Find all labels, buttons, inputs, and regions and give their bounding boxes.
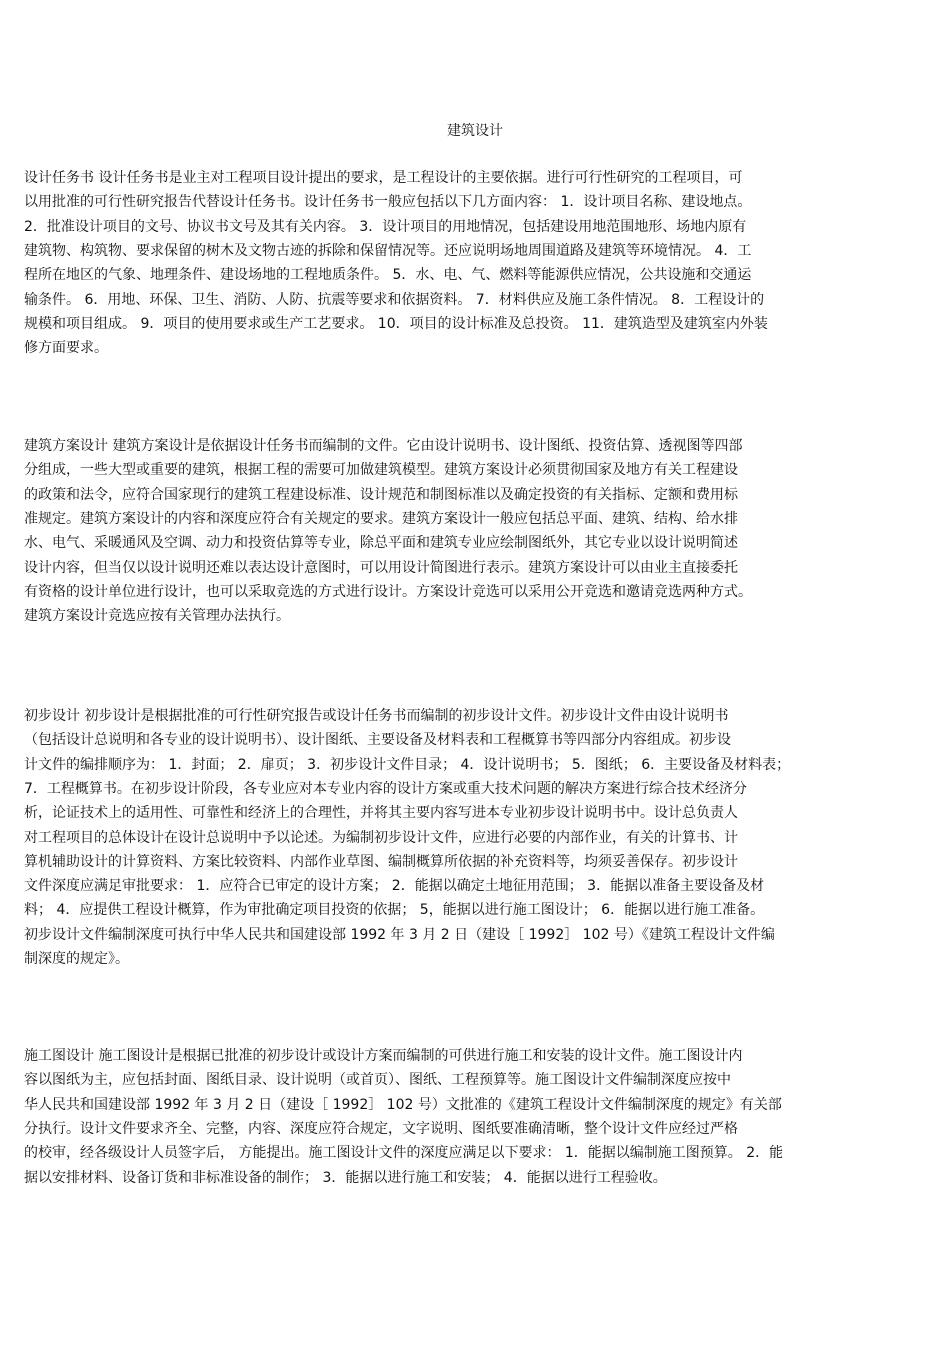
paragraph-line: 初步设计文件编制深度可执行中华人民共和国建设部 1992 年 3 月 2 日（建设［ 1992］ 102 号）《建筑工程设计文件编 [24, 926, 775, 943]
paragraph-line: 料； 4．应提供工程设计概算，作为审批确定项目投资的依据； 5，能据以进行施工图设计； 6．能据以进行施工准备。 [24, 902, 765, 919]
paragraph-line: 据以安排材料、设备订货和非标准设备的制作； 3．能据以进行施工和安装； 4．能据以进行工程验收。 [24, 1169, 667, 1186]
paragraph-line: 以用批准的可行性研究报告代替设计任务书。设计任务书一般应包括以下几方面内容： 1．设计项目名称、建设地点。 [24, 194, 752, 211]
paragraph-line: 准规定。建筑方案设计的内容和深度应符合有关规定的要求。建筑方案设计一般应包括总平面、建筑、结构、给水排 [24, 510, 738, 527]
paragraph-line: 析，论证技术上的适用性、可靠性和经济上的合理性，并将其主要内容写进本专业初步设计说明书中。设计总负责人 [24, 805, 738, 822]
paragraph-line: 建筑方案设计 建筑方案设计是依据设计任务书而编制的文件。它由设计说明书、设计图纸、投资估算、透视图等四部 [24, 438, 743, 454]
paragraph-line: 计文件的编排顺序为： 1．封面； 2．扉页； 3．初步设计文件目录； 4．设计说明书； 5．图纸； 6．主要设备及材料表； [24, 756, 791, 773]
paragraph-line: （包括设计总说明和各专业的设计说明书）、设计图纸、主要设备及材料表和工程概算书等四部分内容组成。初步设 [24, 732, 731, 749]
paragraph-line: 制深度的规定》。 [24, 951, 129, 967]
paragraph-line: 文件深度应满足审批要求： 1．应符合已审定的设计方案； 2．能据以确定土地征用范围； 3．能据以准备主要设备及材 [24, 878, 765, 895]
paragraph-line: 容以图纸为主，应包括封面、图纸目录、设计说明（或首页）、图纸、工程预算等。施工图设计文件编制深度应按中 [24, 1072, 731, 1089]
paragraph-line: 规模和项目组成。 9．项目的使用要求或生产工艺要求。 10．项目的设计标准及总投资。 11．建筑造型及建筑室内外装 [24, 315, 768, 332]
paragraph-line: 2．批准设计项目的文号、协议书文号及其有关内容。 3．设计项目的用地情况，包括建设用地范围地形、场地内原有 [24, 218, 747, 235]
paragraph-line: 建筑物、构筑物、要求保留的树木及文物古迹的拆除和保留情况等。还应说明场地周围道路及建筑等环境情况。 4．工 [24, 242, 752, 259]
paragraph-line: 华人民共和国建设部 1992 年 3 月 2 日（建设［ 1992］ 102 号）文批准的《建筑工程设计文件编制深度的规定》有关部 [24, 1096, 782, 1113]
paragraph-line: 初步设计 初步设计是根据批准的可行性研究报告或设计任务书而编制的初步设计文件。初步设计文件由设计说明书 [24, 708, 729, 724]
paragraph-line: 建筑方案设计竞选应按有关管理办法执行。 [24, 608, 290, 625]
paragraph-line: 分执行。设计文件要求齐全、完整，内容、深度应符合规定，文字说明、图纸要准确清晰，整个设计文件应经过严格 [24, 1120, 738, 1137]
paragraph-line: 设计内容，但当仅以设计说明还难以表达设计意图时，可以用设计简图进行表示。建筑方案设计可以由业主直接委托 [24, 559, 738, 576]
paragraph-line: 有资格的设计单位进行设计，也可以采取竞选的方式进行设计。方案设计竞选可以采用公开竞选和邀请竞选两种方式。 [24, 583, 752, 600]
paragraph-line: 对工程项目的总体设计在设计总说明中予以论述。为编制初步设计文件，应进行必要的内部作业，有关的计算书、计 [24, 829, 738, 846]
paragraph-line: 的政策和法令，应符合国家现行的建筑工程建设标准、设计规范和制图标准以及确定投资的有关指标、定额和费用标 [24, 486, 738, 503]
paragraph-line: 水、电气、采暖通风及空调、动力和投资估算等专业，除总平面和建筑专业应绘制图纸外，其它专业以设计说明简述 [24, 535, 738, 552]
paragraph-line: 输条件。 6．用地、环保、卫生、消防、人防、抗震等要求和依据资料。 7．材料供应及施工条件情况。 8．工程设计的 [24, 291, 765, 308]
paragraph-line: 算机辅助设计的计算资料、方案比较资料、内部作业草图、编制概算所依据的补充资料等，均须妥善保存。初步设计 [24, 853, 738, 870]
paragraph-line: 设计任务书 设计任务书是业主对工程项目设计提出的要求，是工程设计的主要依据。进行可行性研究的工程项目，可 [24, 170, 743, 186]
paragraph-line: 的校审，经各级设计人员签字后， 方能提出。施工图设计文件的深度应满足以下要求： 1．能据以编制施工图预算。 2．能 [24, 1145, 784, 1162]
paragraph-line: 程所在地区的气象、地理条件、建设场地的工程地质条件。 5．水、电、气、燃料等能源供应情况，公共设施和交通运 [24, 267, 752, 284]
paragraph-line: 分组成，一些大型或重要的建筑，根据工程的需要可加做建筑模型。建筑方案设计必须贯彻国家及地方有关工程建设 [24, 462, 738, 479]
paragraph-line: 修方面要求。 [24, 340, 108, 357]
document-title: 建筑设计 [447, 123, 503, 139]
paragraph-line: 施工图设计 施工图设计是根据已批准的初步设计或设计方案而编制的可供进行施工和安装的设计文件。施工图设计内 [24, 1048, 743, 1064]
paragraph-line: 7．工程概算书。在初步设计阶段，各专业应对本专业内容的设计方案或重大技术问题的解决方案进行综合技术经济分 [24, 780, 747, 797]
